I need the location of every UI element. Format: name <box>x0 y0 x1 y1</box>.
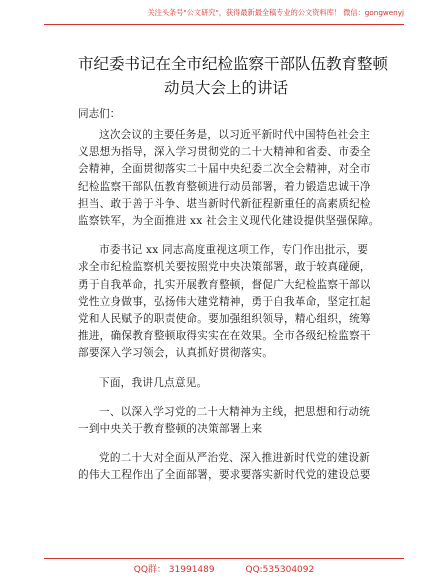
header-promo-text: 关注头条号"公文研究"，获得最新最全稿专业的公文资料库！ 微信：gongwenyj <box>147 8 404 17</box>
footer-qq-group: QQ群： 31991489 <box>133 565 215 575</box>
paragraph-line: 党性立身做事，弘扬伟大建党精神，勇于自我革命，坚定扛起 <box>78 295 371 308</box>
document-body <box>78 52 389 497</box>
paragraph-line: 的伟大工程作出了全面部署，要求要落实新时代党的建设总要 <box>78 469 371 482</box>
paragraph-line: 党和人民赋予的职责使命。要加强组织领导，精心组织，统筹 <box>78 313 371 326</box>
paragraph-line: 下面，我讲几点意见。 <box>99 376 208 389</box>
paragraph-transition <box>78 375 374 392</box>
paragraph-line: 勇于自我革命，扎实开展教育整顿，督促广大纪检监察干部以 <box>78 278 371 291</box>
document-title <box>78 52 389 100</box>
footer-qq: QQ:535304092 <box>245 565 315 575</box>
paragraph-line: 义思想为指导，深入学习贯彻党的二十大精神和省委、市委全 <box>78 146 371 159</box>
document-title-line: 动员大会上的讲话 <box>163 79 288 97</box>
paragraph-instructions <box>78 242 374 362</box>
paragraph-line: 部要深入学习领会，认真抓好贯彻落实。 <box>78 347 274 360</box>
paragraph-line: 会精神，全面贯彻落实二十届中央纪委二次全会精神，对全市 <box>78 163 371 176</box>
paragraph-line: 市委书记 xx 同志高度重视这项工作，专门作出批示，要 <box>99 244 369 257</box>
paragraph-line: 一、以深入学习党的二十大精神为主线，把思想和行动统 <box>99 405 371 418</box>
paragraph-line: 推进，确保教育整顿取得实实在在效果。全市各级纪检监察干 <box>78 330 371 343</box>
paragraph-line: 党的二十大对全面从严治党、深入推进新时代党的建设新 <box>99 452 371 465</box>
paragraph-section-1 <box>78 450 374 484</box>
salutation: 同志们： <box>78 108 121 120</box>
paragraph-line: 监察铁军，为全面推进 xx 社会主义现代化建设提供坚强保障。 <box>78 215 380 228</box>
footer-contact <box>0 562 448 575</box>
paragraph-line: 一到中央关于教育整顿的决策部署上来 <box>78 423 263 436</box>
paragraph-line: 担当、敢于善于斗争、堪当新时代新征程新重任的高素质纪检 <box>78 197 371 210</box>
paragraph-line: 这次会议的主要任务是，以习近平新时代中国特色社会主 <box>99 129 371 141</box>
paragraph-intro <box>78 127 380 230</box>
paragraph-line: 求全市纪检监察机关要按照党中央决策部署，敢于较真碰硬， <box>78 261 371 274</box>
document-title-line: 市纪委书记在全市纪检监察干部队伍教育整顿 <box>78 55 389 73</box>
section-heading-1 <box>78 404 374 438</box>
header-divider <box>44 24 404 25</box>
paragraph-line: 纪检监察干部队伍教育整顿进行动员部署，着力锻造忠诚干净 <box>78 180 371 193</box>
footer-divider <box>44 558 404 559</box>
